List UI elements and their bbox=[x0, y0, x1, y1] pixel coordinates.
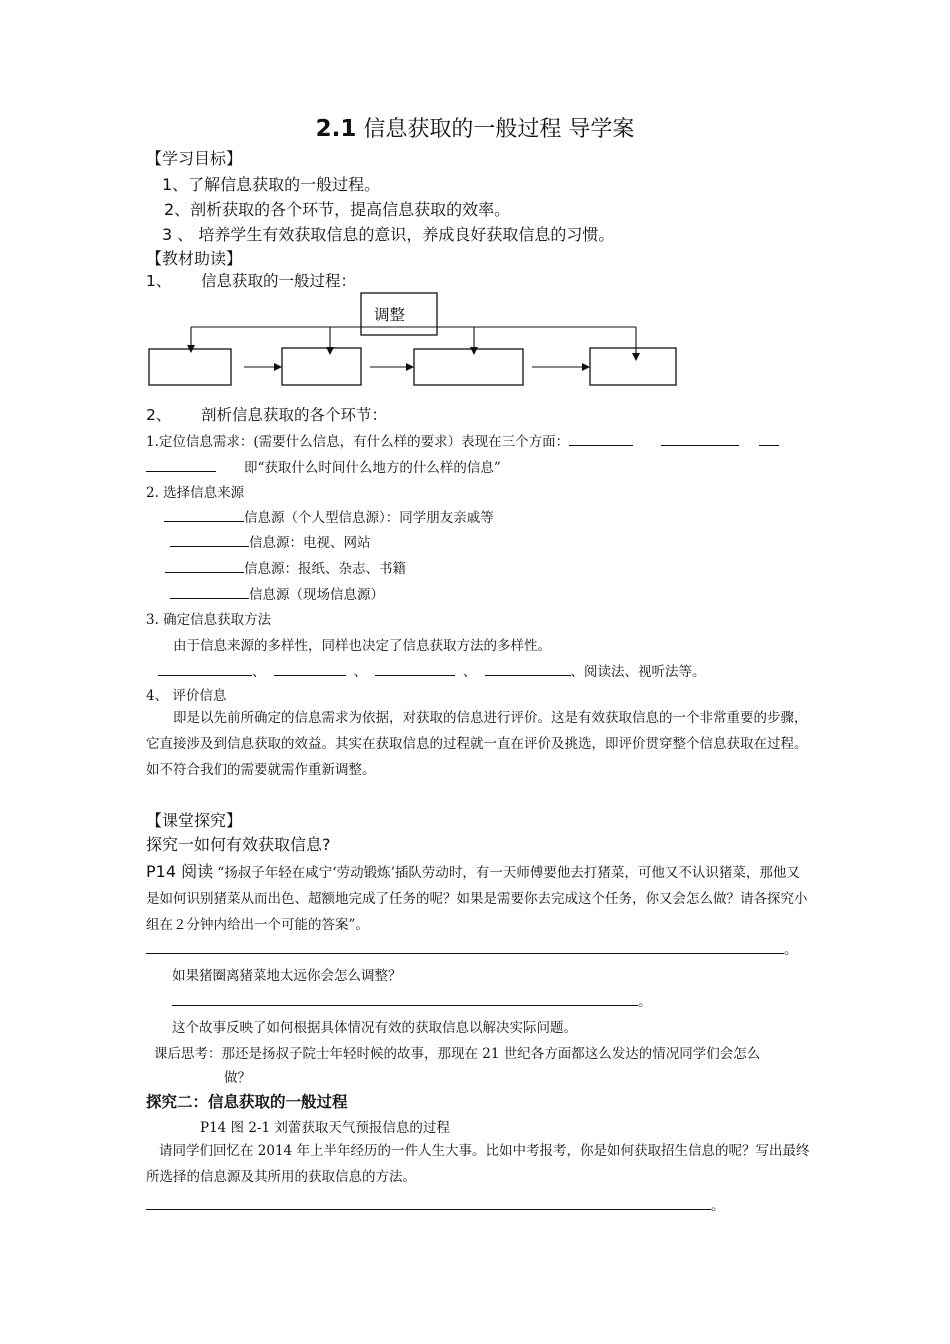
goal-item-2: 2、剖析获取的各个环节，提高信息获取的效率。 bbox=[164, 200, 511, 219]
section2-title: 剖析信息获取的各个环节： bbox=[201, 406, 388, 424]
separator: 、 bbox=[353, 664, 367, 680]
blank-source-2 bbox=[170, 532, 249, 547]
process-box-1 bbox=[149, 349, 231, 385]
step2-heading: 2. 选择信息来源 bbox=[146, 485, 245, 501]
title-number: 2.1 bbox=[315, 116, 357, 142]
period: 。 bbox=[784, 942, 798, 958]
period: 。 bbox=[638, 994, 652, 1010]
source-text-3: 信息源：报纸、杂志、书籍 bbox=[244, 561, 406, 577]
p14-paragraph bbox=[146, 859, 811, 938]
blank-need-3a bbox=[759, 431, 779, 446]
blank-source-3 bbox=[165, 558, 244, 573]
section1-title: 信息获取的一般过程： bbox=[201, 272, 357, 290]
section2-number: 2、 bbox=[146, 406, 172, 424]
source-item-4 bbox=[170, 583, 384, 603]
inquiry-heading: 【课堂探究】 bbox=[146, 811, 243, 830]
blank-method-1 bbox=[158, 661, 252, 676]
after-class-thinking-cont: 做？ bbox=[224, 1070, 251, 1086]
answer-line-2[interactable] bbox=[172, 990, 652, 1010]
p14-text: “扬叔子年轻在咸宁‘劳动锻炼’插队劳动时，有一天师傅要他去打猪菜，可他又不认识猪菜，那他又是如何识别猪菜从而出色、超额地完成了任务的呢？如果是需要你去完成这个任务，你又会怎么做？请各探究小组在２分钟内给出一个可能的答案”。 bbox=[146, 865, 808, 933]
blank-method-2 bbox=[274, 661, 346, 676]
blank-need-2 bbox=[661, 431, 739, 446]
source-item-3 bbox=[165, 557, 406, 577]
goal-item-1: 1、了解信息获取的一般过程。 bbox=[162, 175, 381, 194]
step3-line1: 由于信息来源的多样性，同样也决定了信息获取方法的多样性。 bbox=[173, 638, 551, 654]
source-item-1 bbox=[164, 506, 494, 526]
step1-line1 bbox=[146, 430, 779, 450]
answer-line-1[interactable] bbox=[146, 938, 798, 958]
answer-blank-2[interactable] bbox=[172, 991, 638, 1006]
step4-heading: 4、 评价信息 bbox=[146, 688, 227, 704]
blank-need-3b bbox=[146, 457, 216, 472]
step3-heading: 3. 确定信息获取方法 bbox=[146, 612, 272, 628]
step3-methods bbox=[158, 660, 706, 680]
answer-blank-1[interactable] bbox=[146, 939, 784, 954]
title-text: 信息获取的一般过程 导学案 bbox=[363, 117, 635, 142]
p14-label: P14 阅读 bbox=[146, 862, 214, 881]
blank-method-3 bbox=[375, 661, 455, 676]
goals-heading: 【学习目标】 bbox=[146, 149, 243, 168]
source-item-2 bbox=[170, 531, 371, 551]
step1-explain: 即“获取什么时间什么地方的什么样的信息” bbox=[244, 460, 501, 476]
blank-need-1 bbox=[569, 431, 633, 446]
separator: 、 bbox=[463, 664, 477, 680]
process-box-4 bbox=[590, 348, 676, 385]
blank-source-1 bbox=[164, 507, 244, 522]
story-note: 这个故事反映了如何根据具体情况有效的获取信息以解决实际问题。 bbox=[172, 1020, 577, 1036]
inquiry2-paragraph: 请同学们回忆在 2014 年上半年经历的一件人生大事。比如中考报考，你是如何获取招生信息的呢？写出最终所选择的信息源及其所用的获取信息的方法。 bbox=[146, 1143, 810, 1185]
after-class-thinking: 课后思考：那还是扬叔子院士年轻时候的故事，那现在 21 世纪各方面都这么发达的情况同学们会怎么 bbox=[154, 1046, 761, 1062]
process-box-2 bbox=[282, 348, 361, 385]
goal-item-3: 3 、 培养学生有效获取信息的意识，养成良好获取信息的习惯。 bbox=[162, 225, 615, 244]
step1-text: 1.定位信息需求：(需要什么信息，有什么样的要求）表现在三个方面： bbox=[146, 434, 570, 450]
period: 。 bbox=[711, 1198, 725, 1214]
step1-line2 bbox=[146, 456, 501, 476]
adjust-label: 调整 bbox=[374, 306, 406, 324]
blank-method-4 bbox=[485, 661, 571, 676]
inquiry1-title: 探究一如何有效获取信息? bbox=[146, 835, 331, 854]
section1-number: 1、 bbox=[146, 272, 172, 290]
source-text-1: 信息源（个人型信息源）：同学朋友亲戚等 bbox=[244, 510, 494, 526]
adjust-question: 如果猪圈离猪菜地太远你会怎么调整？ bbox=[172, 968, 402, 984]
figure-reference: P14 图 2-1 刘蕾获取天气预报信息的过程 bbox=[200, 1120, 450, 1136]
step4-paragraph: 即是以先前所确定的信息需求为依据，对获取的信息进行评价。这是有效获取信息的一个非常重要的步骤，它直接涉及到信息获取的效益。其实在获取信息的过程就一直在评价及挑选，即评价贯穿整个信息获取在过程。如不符合我们的需要就需作重新调整。 bbox=[146, 710, 808, 778]
process-box-3 bbox=[414, 349, 523, 385]
reading-heading: 【教材助读】 bbox=[146, 249, 243, 268]
blank-source-4 bbox=[170, 584, 249, 599]
source-text-2: 信息源：电视、网站 bbox=[249, 535, 371, 551]
methods-tail: 、阅读法、视听法等。 bbox=[570, 664, 706, 680]
inquiry2-title: 探究二：信息获取的一般过程 bbox=[146, 1093, 348, 1111]
answer-line-3[interactable] bbox=[146, 1194, 725, 1214]
separator: 、 bbox=[252, 664, 266, 680]
source-text-4: 信息源（现场信息源） bbox=[249, 587, 384, 603]
answer-blank-3[interactable] bbox=[146, 1195, 711, 1210]
